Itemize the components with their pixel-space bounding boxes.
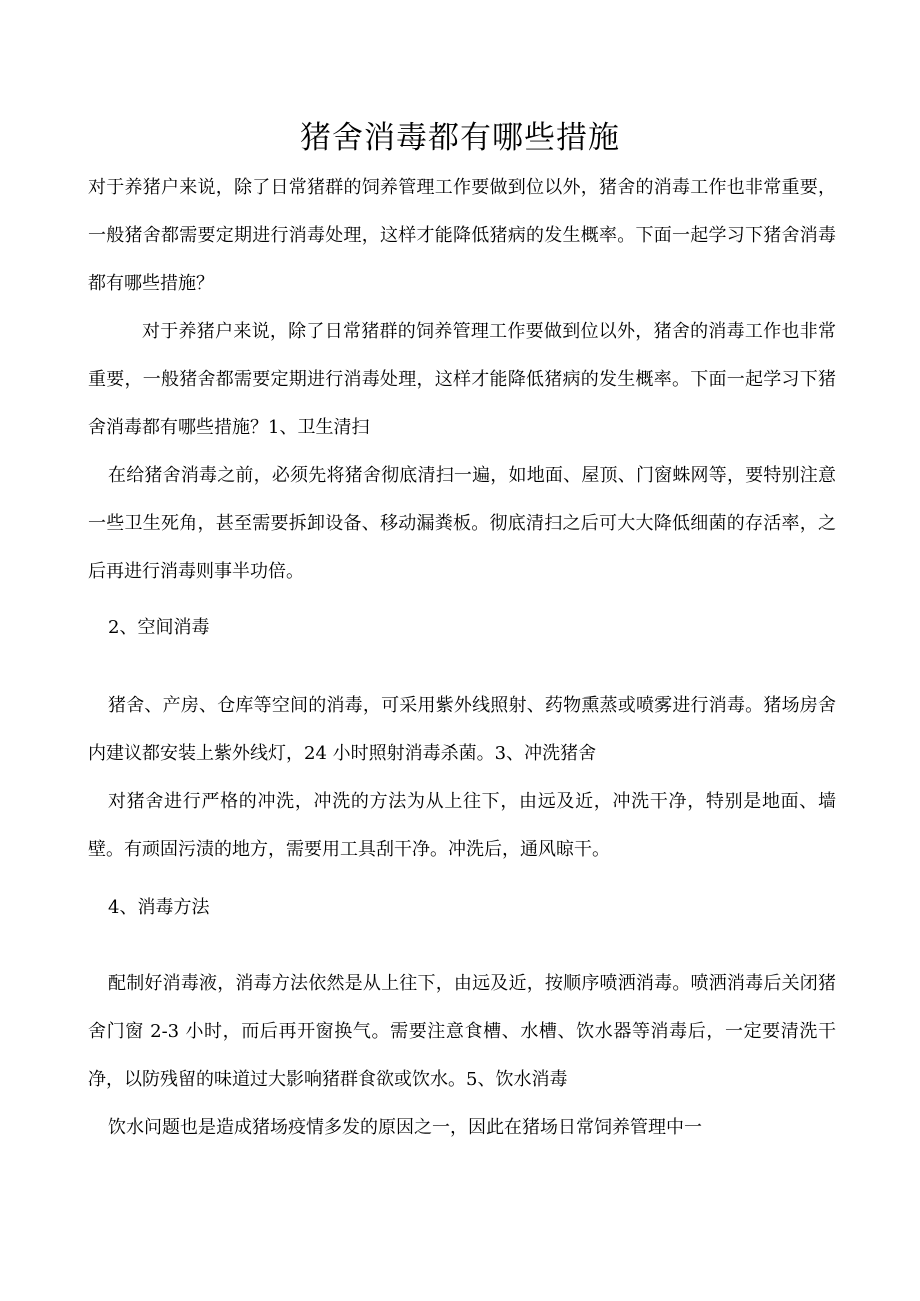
intro-paragraph: 对于养猪户来说，除了日常猪群的饲养管理工作要做到位以外，猪舍的消毒工作也非常重要，一般猪舍都需要定期进行消毒处理，这样才能降低猪病的发生概率。下面一起学习下猪舍消毒都有哪些措施？ [88, 177, 836, 294]
body-paragraph-disinfection-method: 配制好消毒液，消毒方法依然是从上往下，由远及近，按顺序喷洒消毒。喷洒消毒后关闭猪舍门窗 2-3 小时，而后再开窗换气。需要注意食槽、水槽、饮水器等消毒后，一定要清洗干净，以防残留的味道过大影响猪群食欲或饮水。5、饮水消毒 [88, 973, 836, 1090]
section-heading-space-disinfection: 2、空间消毒 [108, 617, 210, 638]
body-paragraph-space-disinfection: 猪舍、产房、仓库等空间的消毒，可采用紫外线照射、药物熏蒸或喷雾进行消毒。猪场房舍内建议都安装上紫外线灯，24 小时照射消毒杀菌。3、冲洗猪舍 [88, 695, 836, 764]
body-paragraph-water-disinfection: 饮水问题也是造成猪场疫情多发的原因之一，因此在猪场日常饲养管理中一 [108, 1117, 702, 1138]
body-paragraph-1: 对于养猪户来说，除了日常猪群的饲养管理工作要做到位以外，猪舍的消毒工作也非常重要，一般猪舍都需要定期进行消毒处理，这样才能降低猪病的发生概率。下面一起学习下猪舍消毒都有哪些措施？1、卫生清扫 [88, 321, 836, 438]
document-title: 猪舍消毒都有哪些措施 [300, 120, 620, 156]
body-paragraph-cleaning: 在给猪舍消毒之前，必须先将猪舍彻底清扫一遍，如地面、屋顶、门窗蛛网等，要特别注意一些卫生死角，甚至需要拆卸设备、移动漏粪板。彻底清扫之后可大大降低细菌的存活率，之后再进行消毒则事半功倍。 [88, 465, 836, 582]
body-paragraph-washing: 对猪舍进行严格的冲洗，冲洗的方法为从上往下，由远及近，冲洗干净，特别是地面、墙壁。有顽固污渍的地方，需要用工具刮干净。冲洗后，通风晾干。 [88, 791, 836, 860]
section-heading-disinfection-method: 4、消毒方法 [108, 897, 210, 918]
